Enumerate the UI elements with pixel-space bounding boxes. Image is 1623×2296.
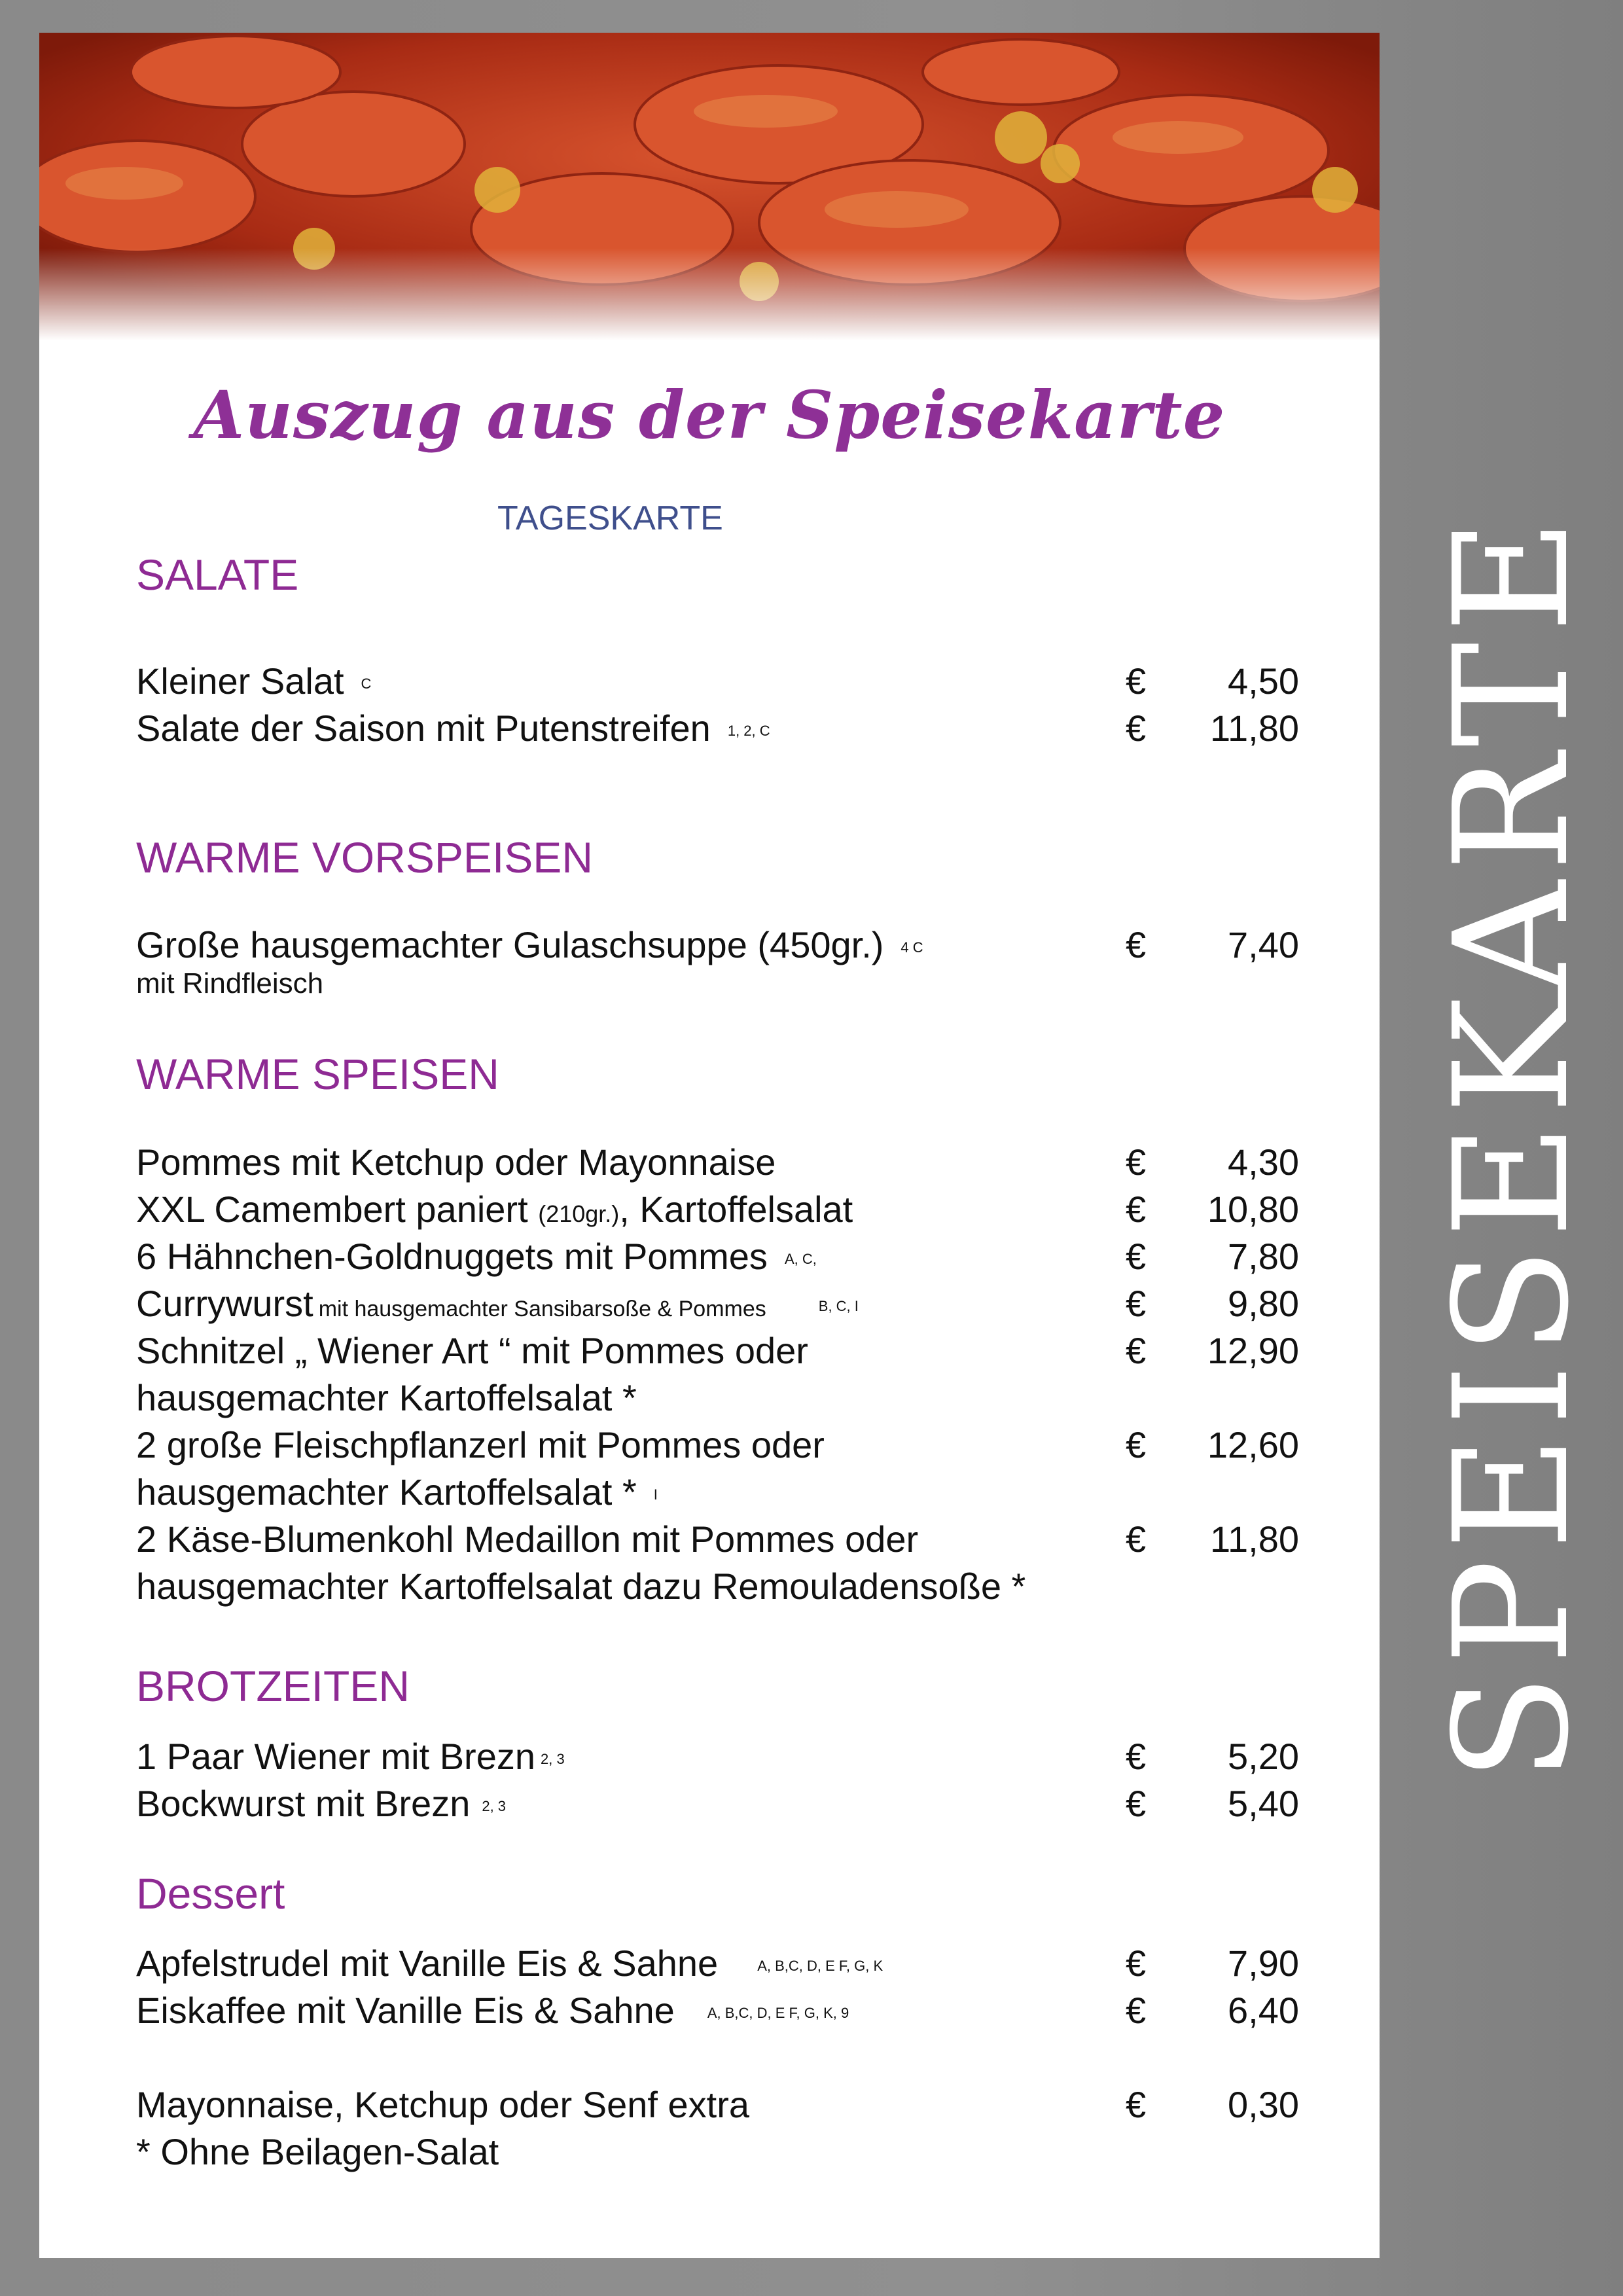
section-heading-brotzeiten: BROTZEITEN bbox=[136, 1662, 410, 1710]
item-name: 6 Hähnchen-Goldnuggets mit Pommes bbox=[136, 1236, 768, 1277]
item-allergens: A, B,C, D, E F, G, K bbox=[757, 1958, 883, 1975]
item-weight: (210gr.) bbox=[538, 1200, 620, 1227]
item-name: Apfelstrudel mit Vanille Eis & Sahne bbox=[136, 1943, 719, 1984]
item-allergens: 2, 3 bbox=[540, 1751, 565, 1768]
item-name: 1 Paar Wiener mit Brezn bbox=[136, 1736, 535, 1777]
section-heading-warme-speisen: WARME SPEISEN bbox=[136, 1050, 499, 1098]
item-allergens: 4 C bbox=[901, 939, 923, 956]
item-name: Große hausgemachter Gulaschsuppe (450gr.) bbox=[136, 924, 884, 965]
item-name-part: XXL Camembert paniert bbox=[136, 1189, 539, 1230]
item-name: Currywurst bbox=[136, 1283, 313, 1324]
item-name: Mayonnaise, Ketchup oder Senf extra bbox=[136, 2084, 750, 2125]
footnote-text: * Ohne Beilagen-Salat bbox=[136, 2131, 499, 2172]
menu-item-continued bbox=[136, 1563, 1301, 1610]
item-allergens: A, B,C, D, E F, G, K, 9 bbox=[707, 2005, 849, 2022]
section-heading-warme-vorspeisen: WARME VORSPEISEN bbox=[136, 833, 593, 882]
item-name-part: , Kartoffelsalat bbox=[619, 1189, 853, 1230]
item-allergens: C bbox=[361, 675, 372, 692]
section-heading-dessert: Dessert bbox=[136, 1869, 285, 1918]
item-description: mit Rindfleisch bbox=[136, 967, 324, 999]
side-label bbox=[1414, 484, 1610, 1806]
currywurst-photo bbox=[39, 33, 1380, 340]
item-name: 2 Käse-Blumenkohl Medaillon mit Pommes oder bbox=[136, 1518, 919, 1560]
item-note: mit hausgemachter Sansibarsoße & Pommes bbox=[318, 1297, 766, 1321]
item-name: hausgemachter Kartoffelsalat dazu Remouladensoße * bbox=[136, 1566, 1026, 1607]
item-name: Salate der Saison mit Putenstreifen bbox=[136, 708, 711, 749]
item-allergens: 1, 2, C bbox=[727, 723, 770, 740]
item-name: Bockwurst mit Brezn bbox=[136, 1783, 471, 1824]
page-subtitle: TAGESKARTE bbox=[497, 499, 723, 537]
item-allergens: A, C, bbox=[784, 1251, 817, 1268]
side-label-text: SPEISEKARTE bbox=[1420, 509, 1603, 1782]
page-title: Auszug aus der Speisekarte bbox=[193, 376, 1226, 454]
currywurst-photo-art bbox=[39, 33, 1380, 340]
item-name: Kleiner Salat bbox=[136, 660, 344, 702]
item-name: Eiskaffee mit Vanille Eis & Sahne bbox=[136, 1990, 675, 2031]
item-allergens: B, C, I bbox=[818, 1298, 859, 1315]
menu-item-continued bbox=[136, 1374, 1301, 1422]
menu-item-continued bbox=[136, 1469, 1301, 1518]
menu-page: Auszug aus der Speisekarte TAGESKARTE SALATE Kleiner Salat C € 4,50 Salate der Saison mit Putenstreifen 1, 2, C € 11,80 WARME VORSPEISEN Große hausgemachter Gulaschsuppe (450gr.) 4 C € 7,40 mit Rindfleisch WARME SPEISEN Pommes mit Ketchup oder Mayonnaise € 4,30 XXL Camembert paniert (210gr.), Kartoffelsalat € 10,80 6 Hähnchen-Goldnuggets mit Pommes A, C, € 7,80 Currywurst mit hausgemachter Sansibarsoße & Pommes B, C, I € 9,80 Schnitzel „ Wiener Art “ mit Pommes oder hausgemachter Kartoffelsalat * € 12,90 2 große Fleischpflanzerl mit Pommes oder hausgemachter Kartoffelsalat * I € 12,60 2 Käse-Blumenkohl Medaillon mit Pommes oder hausgemachter Kartoffelsalat dazu Remouladensoße * € 11,80 BROTZEITEN 1 Paar Wiener mit Brezn 2, 3 € 5,20 Bockwurst mit Brezn 2, 3 € 5,40 Dessert Apfelstrudel mit Vanille Eis & Sahne A, B,C, D, E F, G, K € 7,90 Eiskaffee mit Vanille Eis & Sahne A, B,C, D, E F, G, K, 9 € 6,40 Mayonnaise, Ketchup oder Senf extra € 0,30 * Ohne Beilagen-Salat bbox=[39, 33, 1380, 2258]
item-name: 2 große Fleischpflanzerl mit Pommes oder bbox=[136, 1424, 825, 1465]
section-heading-salate: SALATE bbox=[136, 550, 299, 599]
item-name: Pommes mit Ketchup oder Mayonnaise bbox=[136, 1141, 776, 1183]
item-allergens: I bbox=[653, 1486, 658, 1503]
footnote bbox=[136, 2128, 1301, 2176]
item-allergens: 2, 3 bbox=[482, 1798, 507, 1815]
item-name: hausgemachter Kartoffelsalat * bbox=[136, 1471, 637, 1513]
item-name: Schnitzel „ Wiener Art “ mit Pommes oder bbox=[136, 1330, 808, 1371]
item-name: hausgemachter Kartoffelsalat * bbox=[136, 1377, 637, 1418]
